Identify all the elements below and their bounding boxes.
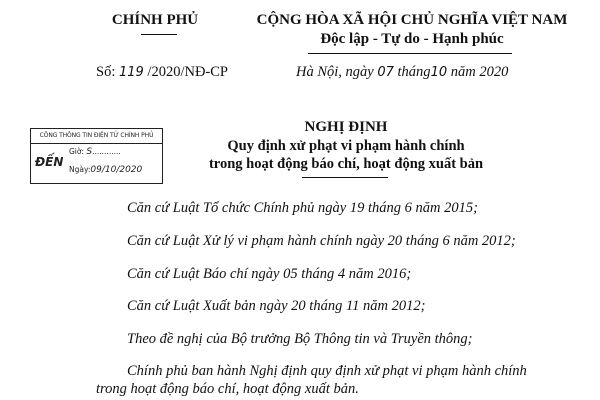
stamp-den-label: ĐẾN (35, 155, 64, 169)
stamp-time-label: Giờ: (69, 147, 85, 156)
issuing-agency: CHÍNH PHỦ (111, 12, 199, 28)
stamp-time (69, 147, 121, 157)
stamp-date-label: Ngày: (69, 165, 91, 174)
place-and-date (296, 64, 508, 81)
document-subject-line-2: trong hoạt động báo chí, hoạt động xuất bản (208, 156, 484, 172)
enactment-line-1: Chính phủ ban hành Nghị định quy định xử phạt vi phạm hành chính (127, 363, 527, 379)
date-year: năm 2020 (450, 64, 509, 80)
preamble-paragraph-3: Căn cứ Luật Báo chí ngày 05 tháng 4 năm 2016; (127, 266, 412, 282)
stamp-date (69, 165, 142, 175)
stamp-time-dots: ............ (92, 147, 121, 156)
number-handwritten: 119 (118, 65, 144, 80)
agency-underline (141, 34, 177, 35)
date-month: 10 (430, 65, 448, 80)
preamble-paragraph-5: Theo đề nghị của Bộ trưởng Bộ Thông tin và Truyền thông; (127, 331, 473, 347)
preamble-paragraph-4: Căn cứ Luật Xuất bản ngày 20 tháng 11 năm 2012; (127, 298, 426, 314)
document-type: NGHỊ ĐỊNH (304, 119, 388, 135)
motto-underline (308, 53, 512, 54)
title-underline (302, 177, 388, 178)
national-motto: Độc lập - Tự do - Hạnh phúc (320, 31, 504, 47)
date-prefix: Hà Nội, ngày (296, 64, 374, 80)
received-stamp (30, 128, 163, 184)
date-month-label: tháng (397, 64, 431, 80)
document-number (96, 64, 228, 81)
enactment-line-2: trong hoạt động báo chí, hoạt động xuất bản. (96, 381, 359, 397)
number-prefix: Số: (96, 64, 116, 80)
national-title: CỘNG HÒA XÃ HỘI CHỦ NGHĨA VIỆT NAM (256, 12, 568, 28)
stamp-time-value: S (86, 147, 93, 157)
stamp-heading: CÔNG THÔNG TIN ĐIỆN TỬ CHÍNH PHỦ (31, 129, 162, 144)
preamble-paragraph-2: Căn cứ Luật Xử lý vi phạm hành chính ngày 20 tháng 6 năm 2012; (127, 233, 516, 249)
preamble-paragraph-1: Căn cứ Luật Tổ chức Chính phủ ngày 19 tháng 6 năm 2015; (127, 200, 478, 216)
document-subject-line-1: Quy định xử phạt vi phạm hành chính (227, 138, 465, 154)
date-day: 07 (377, 65, 394, 80)
stamp-date-value: 09/10/2020 (90, 165, 143, 175)
number-suffix: /2020/NĐ-CP (147, 64, 228, 80)
